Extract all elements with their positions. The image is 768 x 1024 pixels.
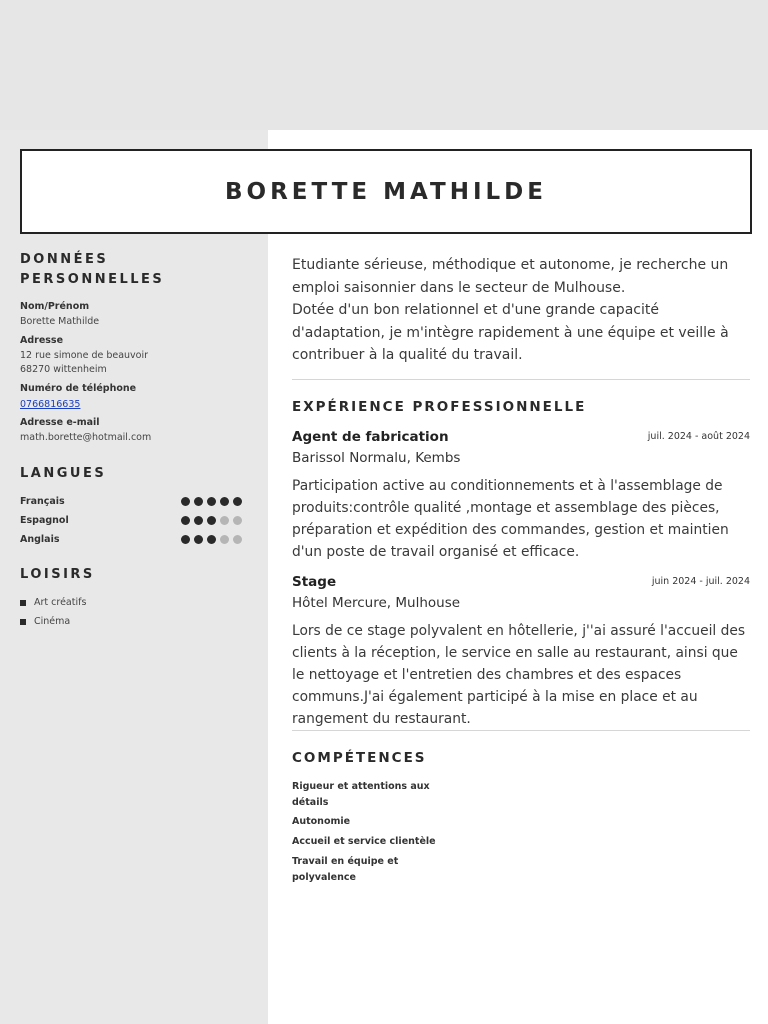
skill-item: Accueil et service clientèle: [292, 836, 436, 847]
level-dot-filled: [207, 535, 216, 544]
level-dot-filled: [181, 535, 190, 544]
level-dot-empty: [220, 535, 229, 544]
address-line1: 12 rue simone de beauvoir: [20, 350, 149, 361]
language-name: Espagnol: [20, 514, 69, 526]
level-dot-filled: [194, 535, 203, 544]
skill-item: Autonomie: [292, 816, 351, 827]
job-description: Lors de ce stage polyvalent en hôtellerie, j''ai assuré l'accueil des clients à la réception, le service en salle au restaurant, ainsi que le nettoyage et l'entretien des chambres et des espaces communs.J'ai également participé à la mise en place et au rangement du restaurant.: [292, 623, 746, 727]
level-dot-filled: [181, 497, 190, 506]
full-name: BORETTE MATHILDE: [225, 178, 547, 205]
personal-data-heading: [20, 250, 164, 290]
name-value: Borette Mathilde: [20, 316, 100, 327]
personal-heading-line2: PERSONNELLES: [20, 272, 165, 287]
divider: [292, 379, 750, 380]
email-label: Adresse e-mail: [20, 417, 100, 428]
bullet-square-icon: [20, 600, 26, 606]
phone-label: Numéro de téléphone: [20, 383, 137, 394]
experience-heading: EXPÉRIENCE PROFESSIONNELLE: [292, 399, 587, 415]
level-dot-filled: [207, 497, 216, 506]
job-title: Stage: [292, 574, 337, 590]
summary-paragraph-2: Dotée d'un bon relationnel et d'une grande capacité d'adaptation, je m'intègre rapidement à une équipe et veille à contribuer à la qualité du travail.: [292, 302, 729, 363]
job-company: Hôtel Mercure, Mulhouse: [292, 595, 461, 611]
level-dot-filled: [194, 497, 203, 506]
job-dates: juin 2024 - juil. 2024: [651, 576, 750, 587]
language-row: [20, 513, 242, 527]
name-label: Nom/Prénom: [20, 301, 90, 312]
languages-heading: LANGUES: [20, 466, 107, 481]
level-dot-filled: [194, 516, 203, 525]
language-row: [20, 532, 242, 546]
bullet-square-icon: [20, 619, 26, 625]
profile-summary: [292, 254, 752, 367]
address-line2: 68270 wittenheim: [20, 364, 107, 375]
language-level-dots: [181, 516, 242, 525]
language-row: [20, 494, 242, 508]
language-level-dots: [181, 497, 242, 506]
hobby-item: [20, 616, 70, 627]
address-label: Adresse: [20, 335, 64, 346]
hobby-label: Art créatifs: [34, 597, 87, 608]
resume-page: [0, 130, 768, 1024]
job-company: Barissol Normalu, Kembs: [292, 450, 461, 466]
skill-item: Travail en équipe et polyvalence: [292, 856, 399, 883]
language-name: Français: [20, 495, 65, 507]
email-value: math.borette@hotmail.com: [20, 432, 152, 443]
language-level-dots: [181, 535, 242, 544]
hobbies-heading: LOISIRS: [20, 567, 95, 582]
language-name: Anglais: [20, 533, 60, 545]
name-header: [20, 149, 752, 234]
level-dot-empty: [220, 516, 229, 525]
skills-heading: COMPÉTENCES: [292, 750, 427, 766]
divider: [292, 730, 750, 731]
job-title: Agent de fabrication: [292, 429, 449, 445]
phone-link[interactable]: 0766816635: [20, 399, 81, 410]
hobby-label: Cinéma: [34, 616, 71, 627]
job-description: Participation active au conditionnements et à l'assemblage de produits:contrôle qualité ,montage et assemblage des pièces, préparation et expédition des commandes, gestion et maintien d'un poste de travail organisé et efficace.: [292, 478, 729, 560]
personal-heading-line1: DONNÉES: [20, 252, 109, 267]
summary-paragraph-1: Etudiante sérieuse, méthodique et autonome, je recherche un emploi saisonnier dans le secteur de Mulhouse.: [292, 257, 729, 296]
level-dot-empty: [233, 535, 242, 544]
level-dot-filled: [233, 497, 242, 506]
job-dates: juil. 2024 - août 2024: [647, 431, 750, 442]
level-dot-filled: [220, 497, 229, 506]
level-dot-filled: [207, 516, 216, 525]
level-dot-filled: [181, 516, 190, 525]
skill-item: Rigueur et attentions aux détails: [292, 781, 430, 808]
level-dot-empty: [233, 516, 242, 525]
hobby-item: [20, 597, 86, 608]
